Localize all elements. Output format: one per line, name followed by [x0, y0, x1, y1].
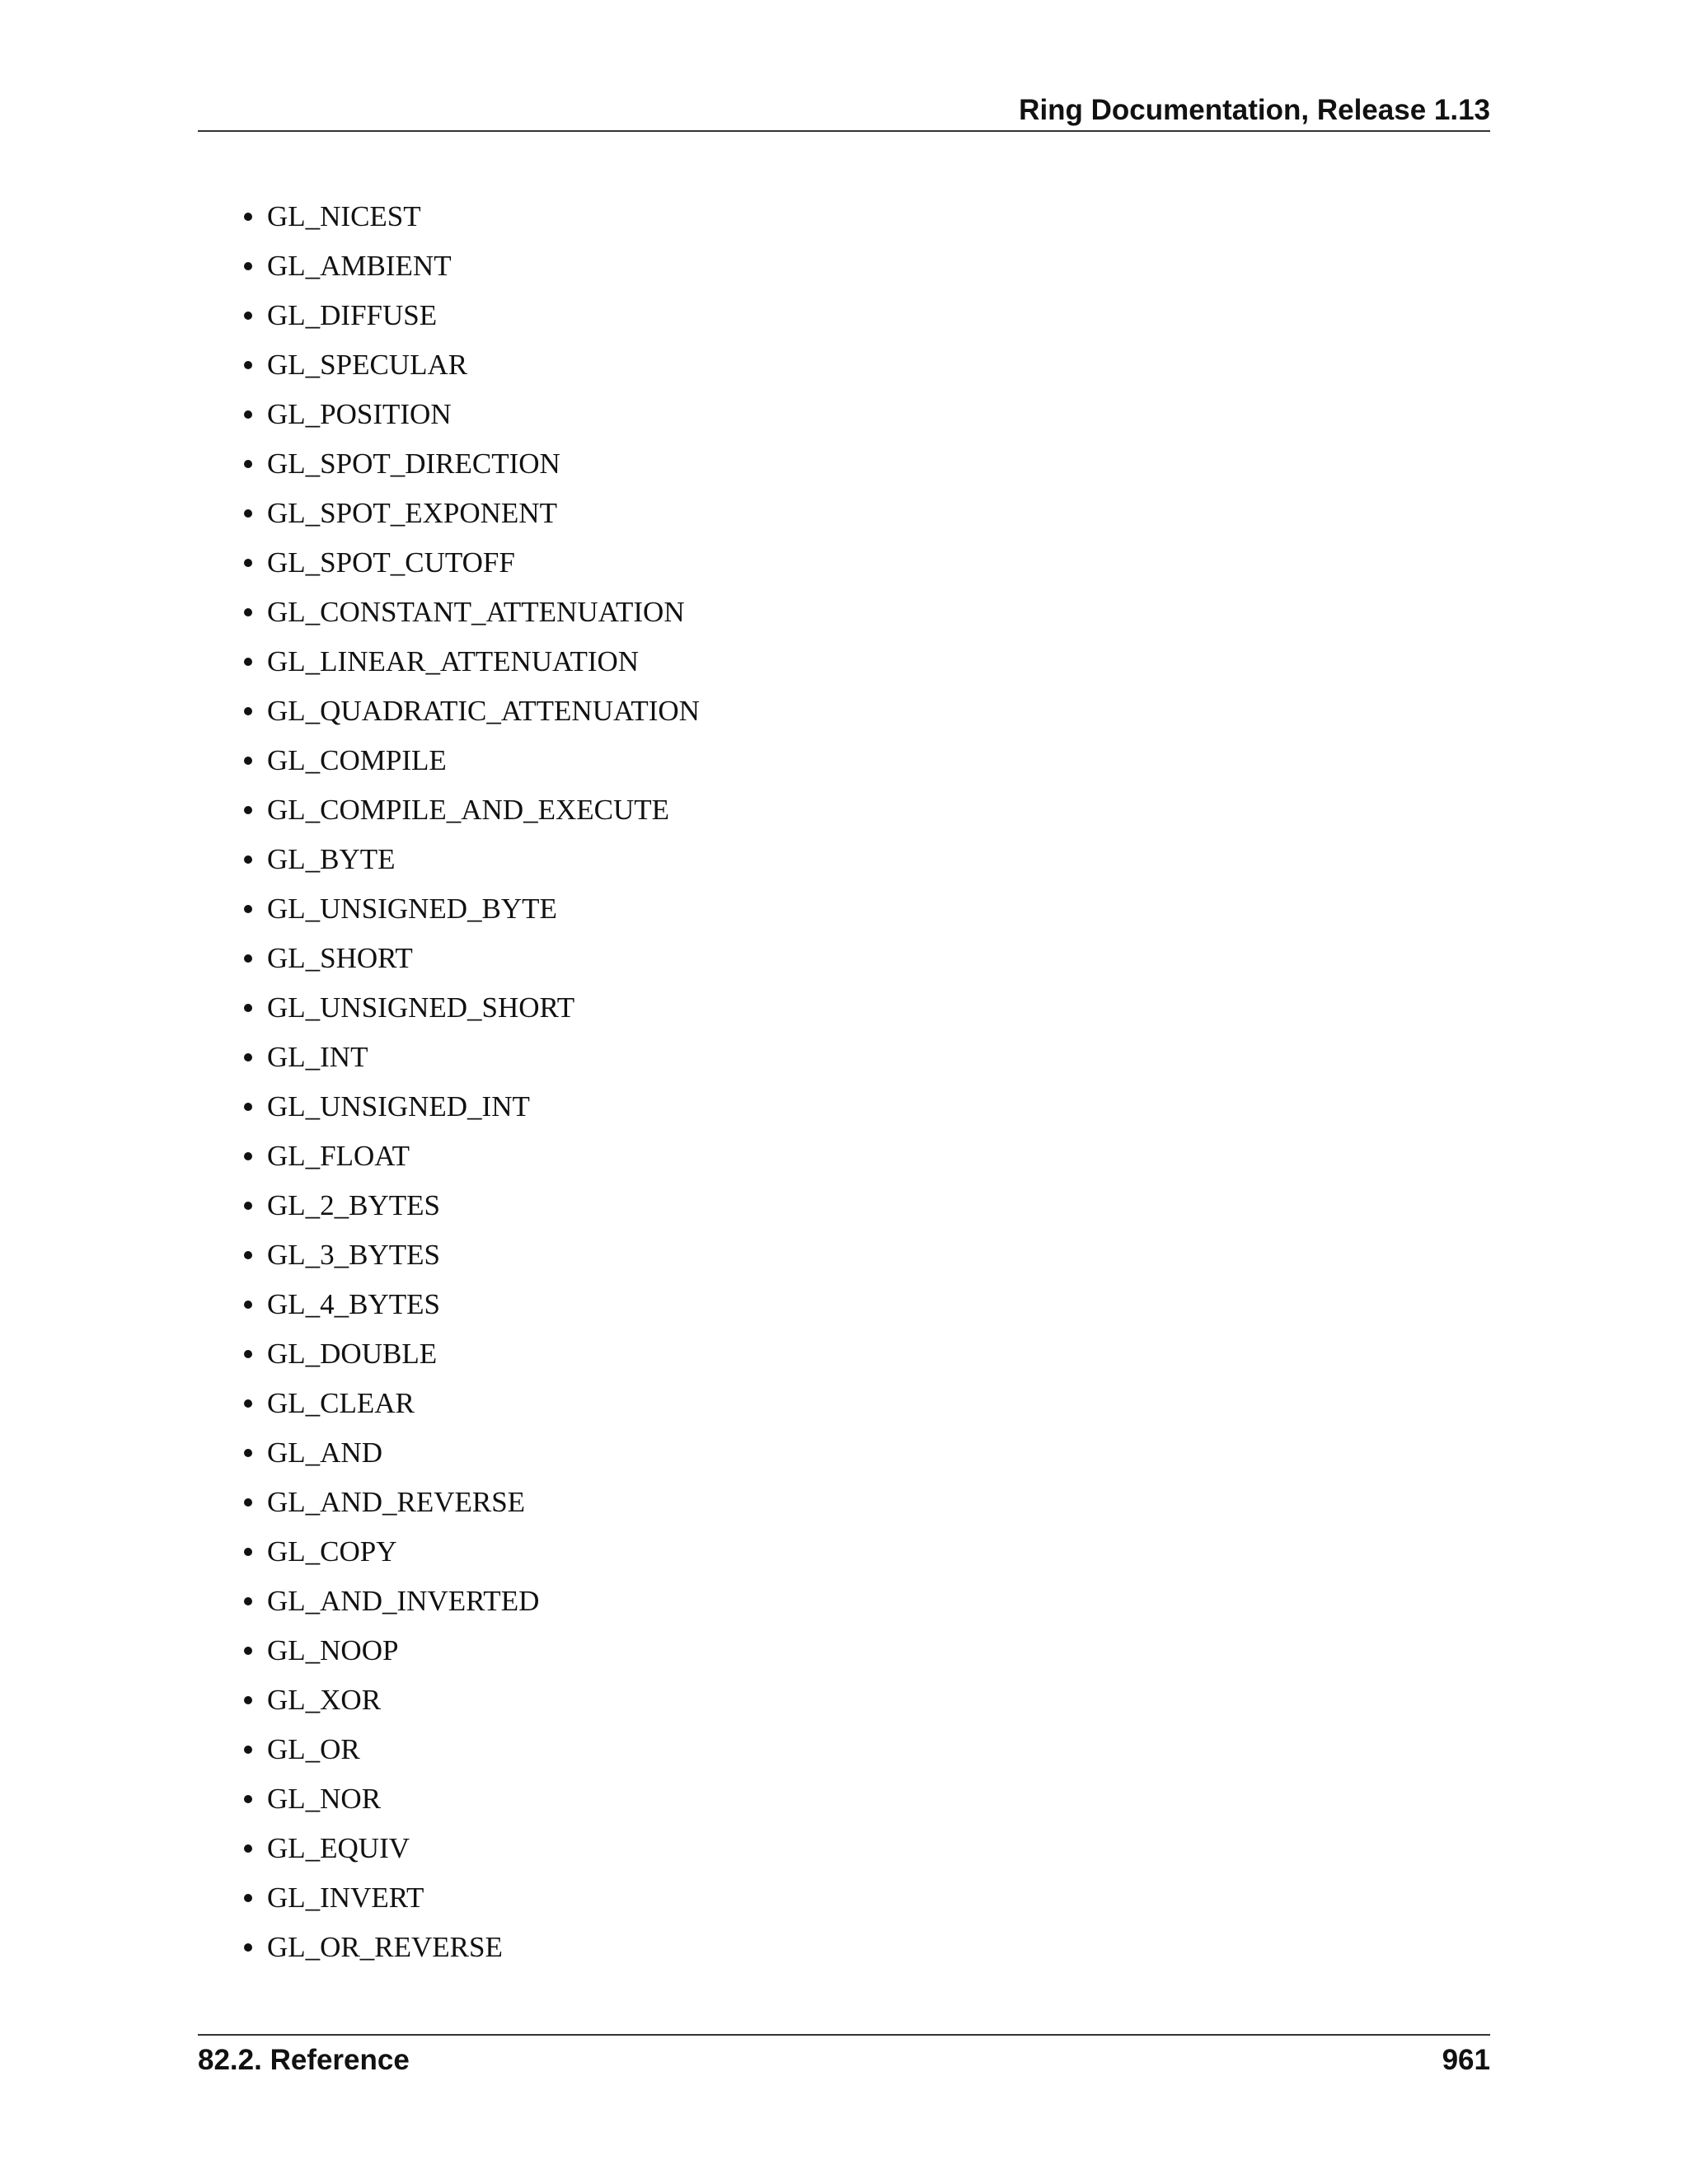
- bullet-icon: [244, 1943, 252, 1952]
- bullet-icon: [244, 1548, 252, 1556]
- list-item-text: GL_DIFFUSE: [267, 299, 438, 331]
- bullet-icon: [244, 905, 252, 913]
- bullet-icon: [244, 1795, 252, 1803]
- list-item-text: GL_SPECULAR: [267, 349, 468, 381]
- list-item-text: GL_UNSIGNED_BYTE: [267, 893, 557, 925]
- bullet-icon: [244, 954, 252, 963]
- footer-page-number: 961: [1442, 2044, 1490, 2076]
- bullet-icon: [244, 1103, 252, 1111]
- list-item-text: GL_SPOT_CUTOFF: [267, 546, 515, 579]
- list-item-text: GL_NOR: [267, 1783, 382, 1815]
- list-item-text: GL_INVERT: [267, 1882, 424, 1914]
- list-item-text: GL_NICEST: [267, 200, 421, 232]
- bullet-icon: [244, 1053, 252, 1062]
- list-item-text: GL_INT: [267, 1041, 368, 1073]
- list-item-text: GL_COPY: [267, 1535, 397, 1568]
- list-item-text: GL_OR: [267, 1733, 360, 1765]
- list-item-text: GL_CONSTANT_ATTENUATION: [267, 596, 685, 628]
- bullet-icon: [244, 707, 252, 715]
- bullet-icon: [244, 1696, 252, 1704]
- list-item-text: GL_AND_REVERSE: [267, 1486, 526, 1518]
- list-item-text: GL_LINEAR_ATTENUATION: [267, 645, 640, 677]
- footer-rule: [198, 2034, 1490, 2036]
- footer-section-title: 82.2. Reference: [198, 2044, 410, 2076]
- list-item-text: GL_XOR: [267, 1684, 382, 1716]
- bullet-icon: [244, 361, 252, 369]
- bullet-icon: [244, 509, 252, 518]
- bullet-icon: [244, 410, 252, 419]
- bullet-icon: [244, 1449, 252, 1457]
- list-item-text: GL_AND_INVERTED: [267, 1585, 540, 1617]
- bullet-icon: [244, 1152, 252, 1160]
- list-item-text: GL_2_BYTES: [267, 1189, 440, 1221]
- bullet-icon: [244, 312, 252, 320]
- bullet-icon: [244, 1894, 252, 1902]
- bullet-icon: [244, 806, 252, 814]
- bullet-icon: [244, 460, 252, 468]
- bullet-icon: [244, 262, 252, 270]
- bullet-icon: [244, 1202, 252, 1210]
- header-rule: [198, 130, 1490, 132]
- bullet-icon: [244, 1004, 252, 1012]
- bullet-icon: [244, 1647, 252, 1655]
- bullet-icon: [244, 1301, 252, 1309]
- list-item-text: GL_UNSIGNED_SHORT: [267, 991, 575, 1024]
- bullet-icon: [244, 1597, 252, 1605]
- list-item-text: GL_CLEAR: [267, 1387, 415, 1419]
- bullet-icon: [244, 658, 252, 666]
- bullet-icon: [244, 608, 252, 616]
- bullet-icon: [244, 1251, 252, 1259]
- bullet-icon: [244, 213, 252, 221]
- list-item-text: GL_COMPILE: [267, 744, 447, 776]
- bullet-icon: [244, 757, 252, 765]
- list-item-text: GL_COMPILE_AND_EXECUTE: [267, 794, 670, 826]
- list-item-text: GL_DOUBLE: [267, 1338, 438, 1370]
- bullet-icon: [244, 559, 252, 567]
- list-item-text: GL_3_BYTES: [267, 1239, 440, 1271]
- list-item-text: GL_SPOT_EXPONENT: [267, 497, 557, 529]
- list-item-text: GL_4_BYTES: [267, 1288, 440, 1320]
- list-item-text: GL_NOOP: [267, 1634, 399, 1666]
- list-item-text: GL_SPOT_DIRECTION: [267, 448, 560, 480]
- list-item-text: GL_UNSIGNED_INT: [267, 1090, 530, 1122]
- list-item-text: GL_BYTE: [267, 843, 396, 875]
- list-item-text: GL_SHORT: [267, 942, 413, 974]
- bullet-icon: [244, 1746, 252, 1754]
- list-item-text: GL_EQUIV: [267, 1832, 410, 1864]
- list-item-text: GL_POSITION: [267, 398, 452, 430]
- list-item-text: GL_AMBIENT: [267, 250, 452, 282]
- bullet-icon: [244, 1399, 252, 1408]
- list-item-text: GL_OR_REVERSE: [267, 1931, 503, 1963]
- list-item-text: GL_QUADRATIC_ATTENUATION: [267, 695, 700, 727]
- bullet-icon: [244, 1844, 252, 1853]
- bullet-icon: [244, 855, 252, 864]
- bullet-icon: [244, 1498, 252, 1507]
- list-item-text: GL_AND: [267, 1436, 382, 1469]
- running-header-title: Ring Documentation, Release 1.13: [1019, 94, 1490, 126]
- list-item-text: GL_FLOAT: [267, 1140, 410, 1172]
- bullet-icon: [244, 1350, 252, 1358]
